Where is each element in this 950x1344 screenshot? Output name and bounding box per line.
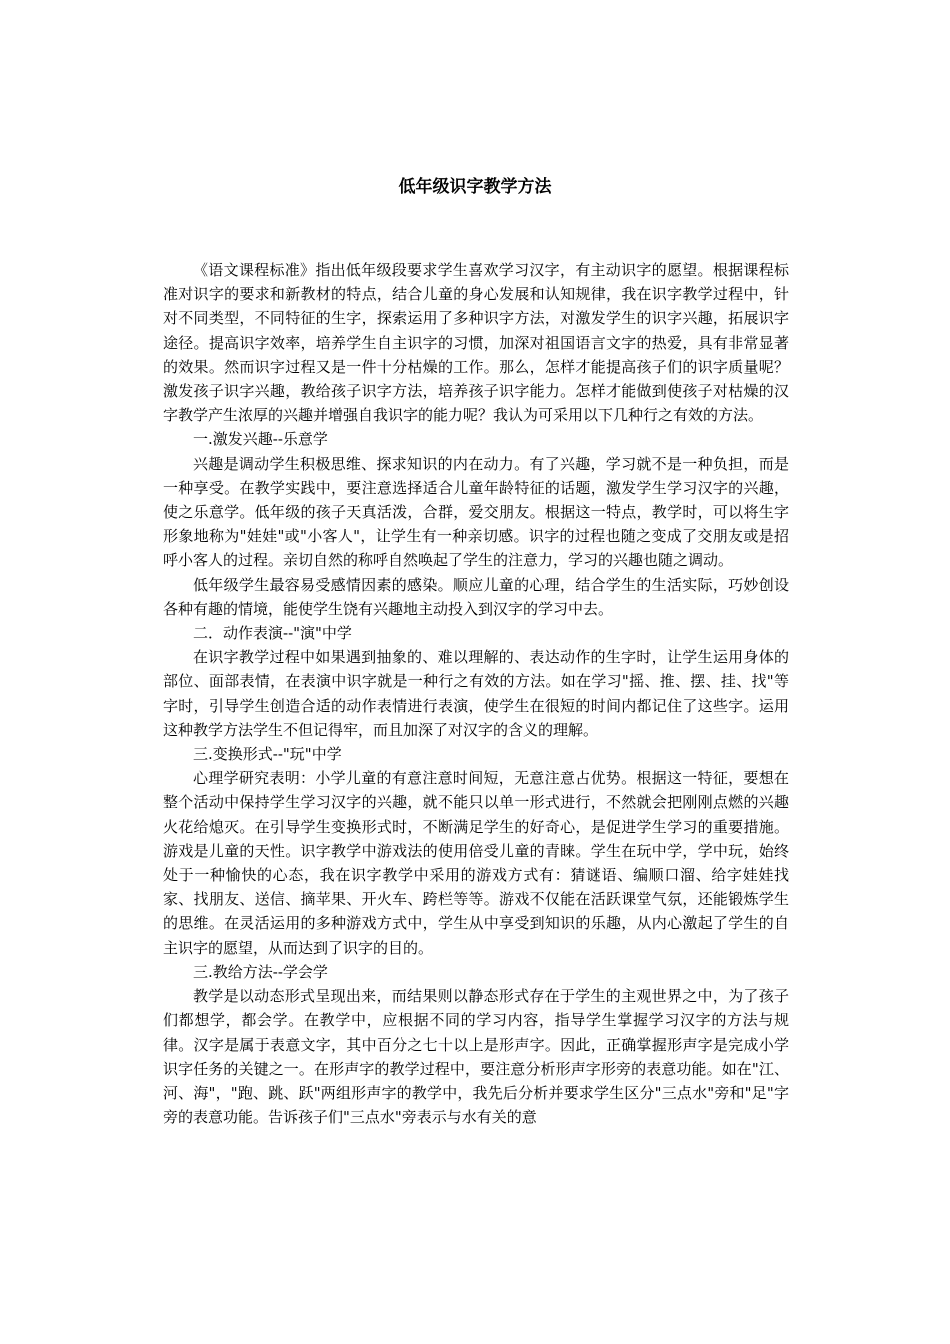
paragraph-section-1b: 低年级学生最容易受感情因素的感染。顺应儿童的心理，结合学生的生活实际，巧妙创设各种有趣的情境，能使学生饶有兴趣地主动投入到汉字的学习中去。: [163, 575, 789, 618]
section-heading-3: 三.变换形式--"玩"中学: [193, 745, 342, 764]
paragraph-section-4: 教学是以动态形式呈现出来，而结果则以静态形式存在于学生的主观世界之中，为了孩子们都想学，都会学。在教学中，应根据不同的学习内容，指导学生掌握学习汉字的方法与规律。汉字是属于表意文字，其中百分之七十以上是形声字。因此，正确掌握形声字是完成小学识字任务的关键之一。在形声字的教学过程中，要注意分析形声字形旁的表意功能。如在"江、河、海"，"跑、跳、跃"两组形声字的教学中，我先后分析并要求学生区分"三点水"旁和"足"字旁的表意功能。告诉孩子们"三点水"旁表示与水有关的意: [163, 987, 789, 1127]
paragraph-section-1a: 兴趣是调动学生积极思维、探求知识的内在动力。有了兴趣，学习就不是一种负担，而是一种享受。在教学实践中，要注意选择适合儿童年龄特征的话题，激发学生学习汉字的兴趣，使之乐意学。低年级的孩子天真活泼，合群，爱交朋友。根据这一特点，教学时，可以将生字形象地称为"娃娃"或"小客人"，让学生有一种亲切感。识字的过程也随之变成了交朋友或是招呼小客人的过程。亲切自然的称呼自然唤起了学生的注意力，学习的兴趣也随之调动。: [163, 454, 789, 570]
page-title: 低年级识字教学方法: [398, 177, 552, 197]
section-heading-1: 一.激发兴趣--乐意学: [193, 430, 328, 449]
section-heading-2: 二．动作表演--"演"中学: [193, 624, 352, 643]
section-heading-4: 三.教给方法--学会学: [193, 962, 328, 981]
paragraph-section-2: 在识字教学过程中如果遇到抽象的、难以理解的、表达动作的生字时，让学生运用身体的部位、面部表情，在表演中识字就是一种行之有效的方法。如在学习"摇、推、摆、挂、找"等字时，引导学生创造合适的动作表情进行表演，使学生在很短的时间内都记住了这些字。运用这种教学方法学生不但记得牢，而且加深了对汉字的含义的理解。: [163, 648, 789, 739]
document-body: [163, 258, 789, 1129]
paragraph-section-3: 心理学研究表明：小学儿童的有意注意时间短，无意注意占优势。根据这一特征，要想在整个活动中保持学生学习汉字的兴趣，就不能只以单一形式进行，不然就会把刚刚点燃的兴趣火花给熄灭。在引导学生变换形式时，不断满足学生的好奇心，是促进学生学习的重要措施。游戏是儿童的天性。识字教学中游戏法的使用倍受儿童的青睐。学生在玩中学，学中玩，始终处于一种愉快的心态，我在识字教学中采用的游戏方式有：猜谜语、编顺口溜、给字娃娃找家、找朋友、送信、摘苹果、开火车、跨栏等等。游戏不仅能在活跃课堂气氛，还能锻炼学生的思维。在灵活运用的多种游戏方式中，学生从中享受到知识的乐趣，从内心激起了学生的自主识字的愿望，从而达到了识字的目的。: [163, 769, 789, 957]
paragraph-intro: 《语文课程标准》指出低年级段要求学生喜欢学习汉字，有主动识字的愿望。根据课程标准对识字的要求和新教材的特点，结合儿童的身心发展和认知规律，我在识字教学过程中，针对不同类型，不同特征的生字，探索运用了多种识字方法，对激发学生的识字兴趣，拓展识字途径。提高识字效率，培养学生自主识字的习惯，加深对祖国语言文字的热爱，具有非常显著的效果。然而识字过程又是一件十分枯燥的工作。那么，怎样才能提高孩子们的识字质量呢？激发孩子识字兴趣，教给孩子识字方法，培养孩子识字能力。怎样才能做到使孩子对枯燥的汉字教学产生浓厚的兴趣并增强自我识字的能力呢？我认为可采用以下几种行之有效的方法。: [163, 261, 789, 425]
